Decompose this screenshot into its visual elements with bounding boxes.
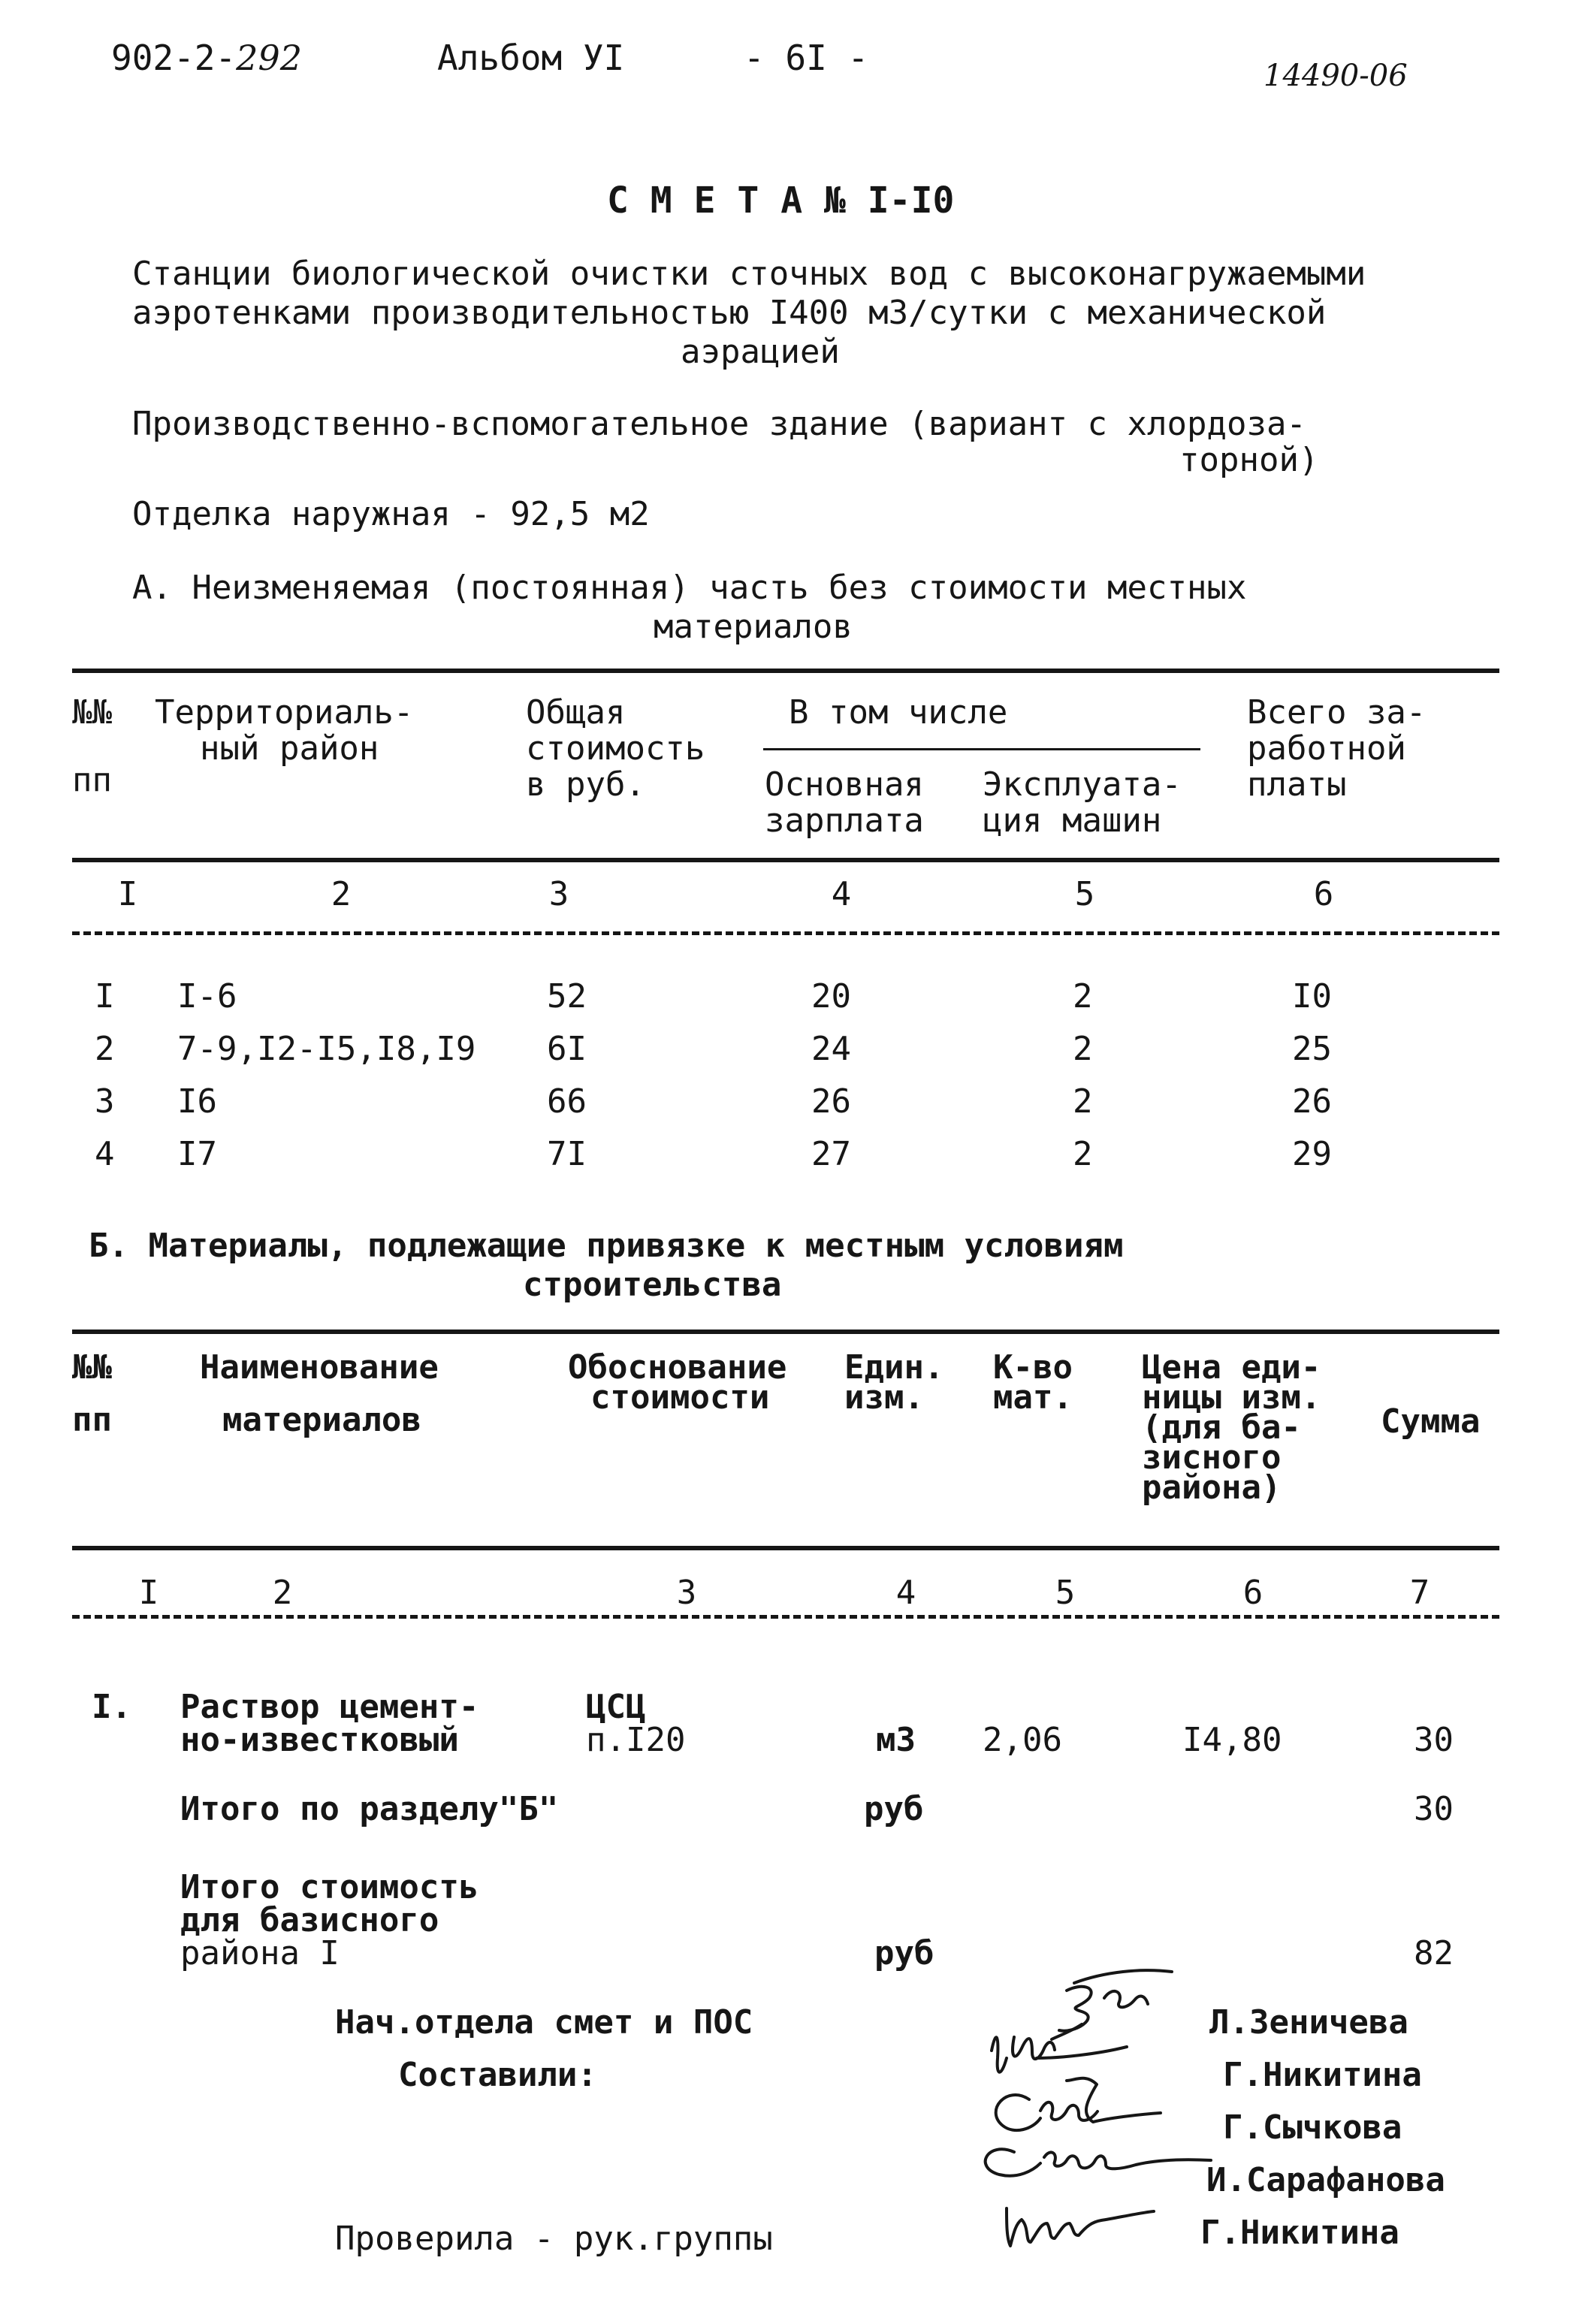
grand-total-unit: руб [874,1934,934,1972]
project-code [111,39,302,77]
item-unit: м3 [876,1721,916,1759]
col-number: 2 [331,875,352,913]
col-number: 6 [1242,1574,1264,1612]
row-num: I [95,977,115,1016]
item-name-line2: но-известковый [180,1721,459,1759]
checked-by-label: Проверила - рук.группы [335,2220,773,2258]
subtotal-sum: 30 [1414,1790,1454,1828]
col-name-header: Наименование [200,1348,439,1387]
col-number: 5 [1055,1574,1076,1612]
row-total: 6I [547,1030,587,1068]
col-wages-header-line2: работной [1247,729,1406,768]
doc-heading: С М Е Т А № I-I0 [607,180,955,222]
col-price-header: Цена еди- [1142,1348,1321,1387]
row-region: I7 [177,1135,217,1173]
page-number: - 6I - [744,38,869,78]
item-basis-line2: п.I20 [586,1721,686,1759]
row-wages: 26 [1292,1082,1332,1121]
col-qty-header: К-во [993,1348,1073,1387]
autograph-4 [986,2149,1211,2175]
col-price-header-line4: зисного [1142,1438,1282,1477]
col-basis-header: Обоснование [568,1348,787,1387]
album-label: Альбом УI [437,38,625,78]
item-price: I4,80 [1182,1721,1282,1759]
inventory-number: 14490-06 [1264,59,1408,93]
section-a-top-rule [72,669,1499,673]
col-qty-header-line2: мат. [993,1378,1073,1417]
autograph-3 [996,2078,1161,2130]
row-machines: 2 [1073,1082,1093,1121]
item-qty: 2,06 [983,1721,1062,1759]
section-b-dashed-rule [72,1615,1499,1619]
subtitle-line3: аэрацией [681,333,840,371]
grand-total-label-line3: района I [180,1934,340,1972]
finish-area: Отделка наружная - 92,5 м2 [132,495,650,533]
row-total: 52 [547,977,587,1016]
col-number: 7 [1409,1574,1430,1612]
row-salary: 26 [811,1082,851,1121]
col-group-header: В том числе [789,693,1008,732]
grand-total-label-line2: для базисного [180,1901,439,1939]
col-name-header-line2: материалов [222,1401,421,1439]
row-total: 66 [547,1082,587,1121]
col-machines-header-line2: ция машин [983,801,1162,840]
section-b-header-rule [72,1546,1499,1550]
item-sum: 30 [1414,1721,1454,1759]
col-total-header: Общая [526,693,626,732]
head-of-department-label: Нач.отдела смет и ПОС [335,2003,753,2042]
row-salary: 20 [811,977,851,1016]
col-wages-header: Всего за- [1247,693,1427,732]
autograph-1 [1059,1970,1172,2031]
col-number: 3 [676,1574,697,1612]
col-num-header-line2: пп [72,761,112,799]
signatory-name: Г.Никитина [1223,2056,1422,2094]
subtotal-unit: руб [864,1790,924,1828]
row-region: I6 [177,1082,217,1121]
col-sum-header: Сумма [1381,1402,1481,1441]
col-number: 4 [831,875,852,913]
grand-total-label: Итого стоимость [180,1868,479,1906]
col-wages-header-line3: платы [1247,765,1347,804]
section-a-title-line2: материалов [654,608,853,646]
row-salary: 27 [811,1135,851,1173]
section-a-dashed-rule [72,931,1499,935]
autograph-5 [1007,2208,1154,2246]
row-num: 4 [95,1135,115,1173]
row-total: 7I [547,1135,587,1173]
row-wages: 29 [1292,1135,1332,1173]
row-num: 3 [95,1082,115,1121]
col-total-header-line3: в руб. [526,765,645,804]
col-number: I [117,875,138,913]
row-wages: 25 [1292,1030,1332,1068]
group-underline [763,748,1200,750]
grand-total-sum: 82 [1414,1934,1454,1972]
section-b-top-rule [72,1330,1499,1334]
row-num: 2 [95,1030,115,1068]
row-machines: 2 [1073,1135,1093,1173]
building-line2: торной) [1179,441,1319,479]
col-num-header: №№ [72,693,112,732]
section-a-title: А. Неизменяемая (постоянная) часть без стоимости местных [132,569,1247,607]
section-a-header-rule [72,858,1499,862]
project-code-handwritten: 292 [236,38,302,78]
col-number: 6 [1313,875,1334,913]
building-line1: Производственно-вспомогательное здание (вариант с хлордоза- [132,405,1306,443]
col-region-header-line2: ный район [200,729,379,768]
compiled-by-label: Составили: [398,2056,597,2094]
col-number: 3 [548,875,569,913]
row-wages: I0 [1292,977,1332,1016]
item-name: Раствор цемент- [180,1688,479,1726]
subtitle-line1: Станции биологической очистки сточных вод с высоконагружаемыми [132,255,1366,293]
col-number: 2 [272,1574,293,1612]
col-price-header-line5: района) [1142,1468,1282,1507]
col-number: 4 [895,1574,916,1612]
col-unit-header: Един. [844,1348,944,1387]
col-num-header-line2: пп [72,1401,112,1439]
col-salary-header-line2: зарплата [765,801,924,840]
row-region: I-6 [177,977,237,1016]
col-price-header-line2: ницы изм. [1142,1378,1321,1417]
col-basis-header-line2: стоимости [590,1378,770,1417]
row-machines: 2 [1073,977,1093,1016]
section-b-title-line2: строительства [523,1266,782,1304]
col-number: I [138,1574,159,1612]
col-price-header-line3: (для ба- [1142,1408,1301,1447]
signatory-name: Г.Сычкова [1223,2108,1402,2147]
signatory-name: Л.Зеничева [1209,2003,1408,2042]
row-region: 7-9,I2-I5,I8,I9 [177,1030,476,1068]
col-unit-header-line2: изм. [844,1378,924,1417]
col-salary-header: Основная [765,765,924,804]
col-machines-header: Эксплуата- [983,765,1182,804]
subtotal-label: Итого по разделу"Б" [180,1790,559,1828]
subtitle-line2: аэротенками производительностью I400 м3/сутки с механической [132,294,1327,332]
project-code-printed: 902-2- [111,38,237,78]
col-region-header: Территориаль- [155,693,414,732]
item-basis: ЦСЦ [586,1688,646,1726]
col-total-header-line2: стоимость [526,729,705,768]
handwritten-signatures [962,1968,1232,2268]
row-machines: 2 [1073,1030,1093,1068]
signatory-name: И.Сарафанова [1206,2161,1445,2199]
col-num-header: №№ [72,1348,112,1387]
signatory-name: Г.Никитина [1200,2214,1399,2252]
section-b-title: Б. Материалы, подлежащие привязке к местным условиям [89,1227,1124,1265]
col-number: 5 [1074,875,1095,913]
row-salary: 24 [811,1030,851,1068]
item-num: I. [92,1688,131,1726]
